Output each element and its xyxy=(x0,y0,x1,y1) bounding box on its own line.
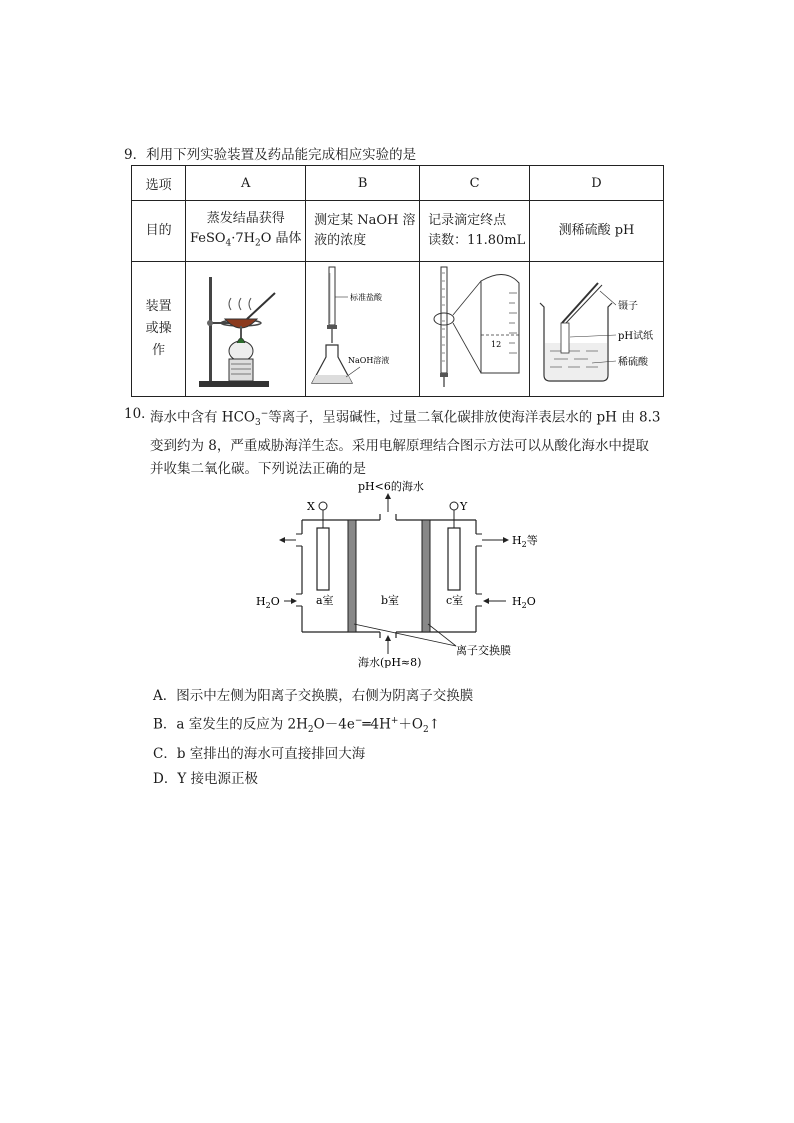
apparatus-row xyxy=(132,262,664,397)
tweezers-label: 镊子 xyxy=(617,301,638,312)
header-D: D xyxy=(530,166,664,201)
electrolysis-diagram xyxy=(250,476,550,668)
apparatus-D xyxy=(530,262,664,397)
header-A: A xyxy=(186,166,306,201)
answer-options xyxy=(153,684,473,791)
option-C: C．b 室排出的海水可直接排回大海 xyxy=(153,746,366,763)
options-table xyxy=(131,165,664,397)
apparatus-label: 装置 或操 作 xyxy=(132,262,186,397)
purpose-C: 记录滴定终点 读数：11.80mL xyxy=(420,201,530,262)
option-D: D．Y 接电源正极 xyxy=(153,770,259,787)
electrode-y-label: Y xyxy=(460,500,468,513)
question-10-stem: 海水中含有 $HCO_3^-$等离子，呈弱碱性，过量二氧化碳排放使海洋表层水的 pH 由 8.3 变到约为 8，严重威胁海洋生态。采用电解原理结合图示方法可以从酸化海水中提取 并收集二氧化碳。下列说法正确的是 xyxy=(150,409,661,478)
purpose-label: 目的 xyxy=(132,201,186,262)
apparatus-B xyxy=(306,262,420,397)
room-a-label: a室 xyxy=(316,594,334,607)
room-c-label: c室 xyxy=(446,594,464,607)
option-A: A．图示中左侧为阳离子交换膜，右侧为阴离子交换膜 xyxy=(153,688,474,704)
standard-acid-label: 标准盐酸 xyxy=(349,293,382,302)
purpose-B: 测定某 NaOH 溶 液的浓度 xyxy=(306,201,420,262)
burette-reading-label: 12 xyxy=(490,340,501,349)
header-B: B xyxy=(306,166,420,201)
purpose-row xyxy=(132,201,664,262)
membrane-label: 离子交换膜 xyxy=(456,644,511,657)
titration-apparatus-image xyxy=(308,263,418,391)
right-outlet-label: $H_2$等 xyxy=(512,534,538,549)
evaporation-apparatus-image xyxy=(191,263,301,391)
right-inlet-label: $H_2O$ xyxy=(512,595,536,610)
ph-test-image xyxy=(532,263,662,391)
option-B: B．a 室发生的反应为 $2H_2O-4e^-═4H^++O_2↑$ xyxy=(153,715,441,735)
purpose-A: 蒸发结晶获得 $FeSO_4\cdot 7H_2O$ 晶体 xyxy=(186,201,306,262)
question-10-number: 10． xyxy=(124,406,155,422)
table-header-row xyxy=(132,166,664,201)
left-inlet-label: $H_2O$ xyxy=(256,595,280,610)
header-C: C xyxy=(420,166,530,201)
header-option: 选项 xyxy=(132,166,186,201)
dilute-sulfuric-acid-label: 稀硫酸 xyxy=(617,357,648,368)
purpose-D: 测稀硫酸 pH xyxy=(530,201,664,262)
burette-reading-image xyxy=(423,263,527,391)
naoh-solution-label: NaOH溶液 xyxy=(347,356,389,365)
apparatus-C xyxy=(420,262,530,397)
top-outlet-label: pH<6的海水 xyxy=(358,480,424,493)
ph-paper-label: pH试纸 xyxy=(617,331,653,342)
room-b-label: b室 xyxy=(381,594,400,607)
question-9 xyxy=(124,143,416,163)
bottom-inlet-label: 海水(pH≈8) xyxy=(358,656,422,668)
electrode-x-label: X xyxy=(307,500,315,513)
question-9-stem: 9．利用下列实验装置及药品能完成相应实验的是 xyxy=(124,147,417,163)
question-10 xyxy=(124,403,669,481)
apparatus-A xyxy=(186,262,306,397)
